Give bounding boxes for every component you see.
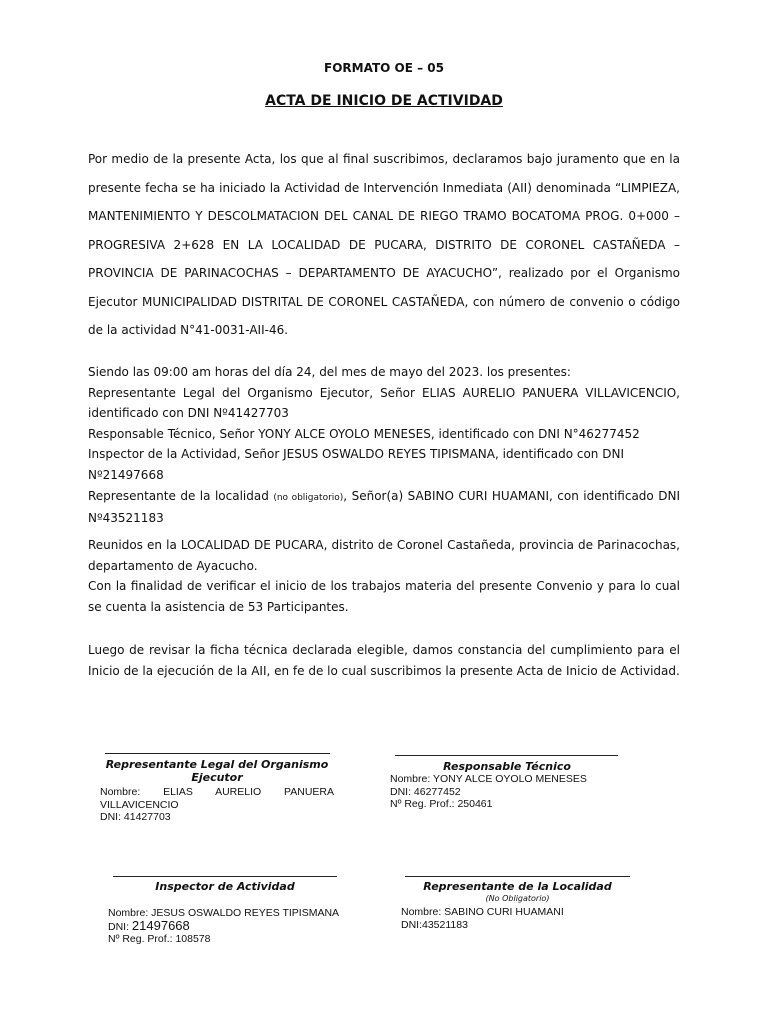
attendee-resp-tecnico: Responsable Técnico, Señor YONY ALCE OYOLO MENESES, identificado con DNI N°46277452 (88, 426, 640, 441)
rep-localidad-note: (no obligatorio) (273, 492, 344, 503)
signature-line-rep-legal (105, 753, 330, 754)
rep-legal-name: Nombre: ELIAS AURELIO PANUERA VILLAVICENCIO (100, 786, 334, 811)
inspector-reg: Nº Reg. Prof.: 108578 (108, 933, 211, 945)
signature-title-rep-localidad: Representante de la Localidad (423, 880, 612, 893)
signature-note-rep-localidad: (No Obligatorio) (485, 894, 550, 903)
paragraph-closing: Luego de revisar la ficha técnica declarada elegible, damos constancia del cumplimiento para el Inicio de la ejecución de la AII, en fe de lo cual suscribimos la presente Acta de Inicio de Actividad. (88, 643, 680, 678)
signature-title-resp-tecnico: Responsable Técnico (443, 760, 571, 773)
signature-line-inspector (113, 876, 337, 877)
attendees-intro: Siendo las 09:00 am horas del día 24, del mes de mayo del 2023. los presentes: (88, 365, 571, 379)
resp-tecnico-dni: DNI: 46277452 (390, 785, 461, 798)
attendee-rep-legal: Representante Legal del Organismo Ejecutor, Señor ELIAS AURELIO PANUERA VILLAVICENCIO, identificado con DNI Nº41427703 (88, 385, 680, 421)
inspector-dni-value: 21497668 (131, 917, 190, 933)
attendee-inspector: Inspector de la Actividad, Señor JESUS OSWALDO REYES TIPISMANA, identificado con DNI Nº21497668 (88, 447, 624, 482)
rep-localidad-label: Representante de la localidad (88, 488, 269, 503)
resp-tecnico-name: Nombre: YONY ALCE OYOLO MENESES (390, 773, 587, 785)
signature-title-rep-legal: Representante Legal del Organismo Ejecutor (105, 758, 329, 784)
signature-details-resp-tecnico (390, 773, 630, 811)
signature-line-rep-localidad (405, 876, 630, 877)
signature-title-inspector: Inspector de Actividad (155, 880, 295, 893)
paragraph-location (88, 535, 680, 617)
location-text: Reunidos en la LOCALIDAD DE PUCARA, distrito de Coronel Castañeda, provincia de Parinacochas, departamento de Ayacucho. (88, 538, 680, 573)
signature-details-rep-localidad (401, 906, 636, 931)
paragraph-declaration: Por medio de la presente Acta, los que al final suscribimos, declaramos bajo juramento que en la presente fecha se ha iniciado la Actividad de Intervención Inmediata (AII) denominada “LIMPIEZA, MANTENIMIENTO Y DESCOLMATACION DEL CANAL DE RIEGO TRAMO BOCATOMA PROG. 0+000 – PROGRESIVA 2+628 EN LA LOCALIDAD DE PUCARA, DISTRITO DE CORONEL CASTAÑEDA – PROVINCIA DE PARINACOCHAS – DEPARTAMENTO DE AYACUCHO”, realizado por el Organismo Ejecutor MUNICIPALIDAD DISTRITAL DE CORONEL CASTAÑEDA, con número de convenio o código de la actividad N°41-0031-AII-46. (88, 152, 680, 337)
rep-localidad-text: , Señor(a) SABINO CURI HUAMANI, con identificado DNI Nº43521183 (88, 488, 680, 526)
rep-localidad-name: Nombre: SABINO CURI HUAMANI (401, 906, 564, 918)
paragraph-attendees (88, 362, 680, 529)
signature-details-rep-legal (100, 786, 334, 824)
rep-legal-dni: DNI: 41427703 (100, 811, 171, 823)
attendee-rep-localidad (88, 486, 680, 529)
format-code: FORMATO OE – 05 (324, 61, 444, 75)
rep-localidad-dni: DNI:43521183 (401, 918, 468, 931)
signature-details-inspector (108, 907, 353, 946)
signature-line-resp-tecnico (395, 755, 618, 756)
resp-tecnico-reg: Nº Reg. Prof.: 250461 (390, 798, 493, 810)
document-title: ACTA DE INICIO DE ACTIVIDAD (265, 93, 503, 109)
inspector-dni (108, 917, 353, 934)
inspector-name: Nombre: JESUS OSWALDO REYES TIPISMANA (108, 907, 340, 919)
participants-text: Con la finalidad de verificar el inicio de los trabajos materia del presente Convenio y para lo cual se cuenta la asistencia de 53 Participantes. (88, 579, 680, 614)
inspector-dni-label: DNI: (108, 920, 132, 933)
